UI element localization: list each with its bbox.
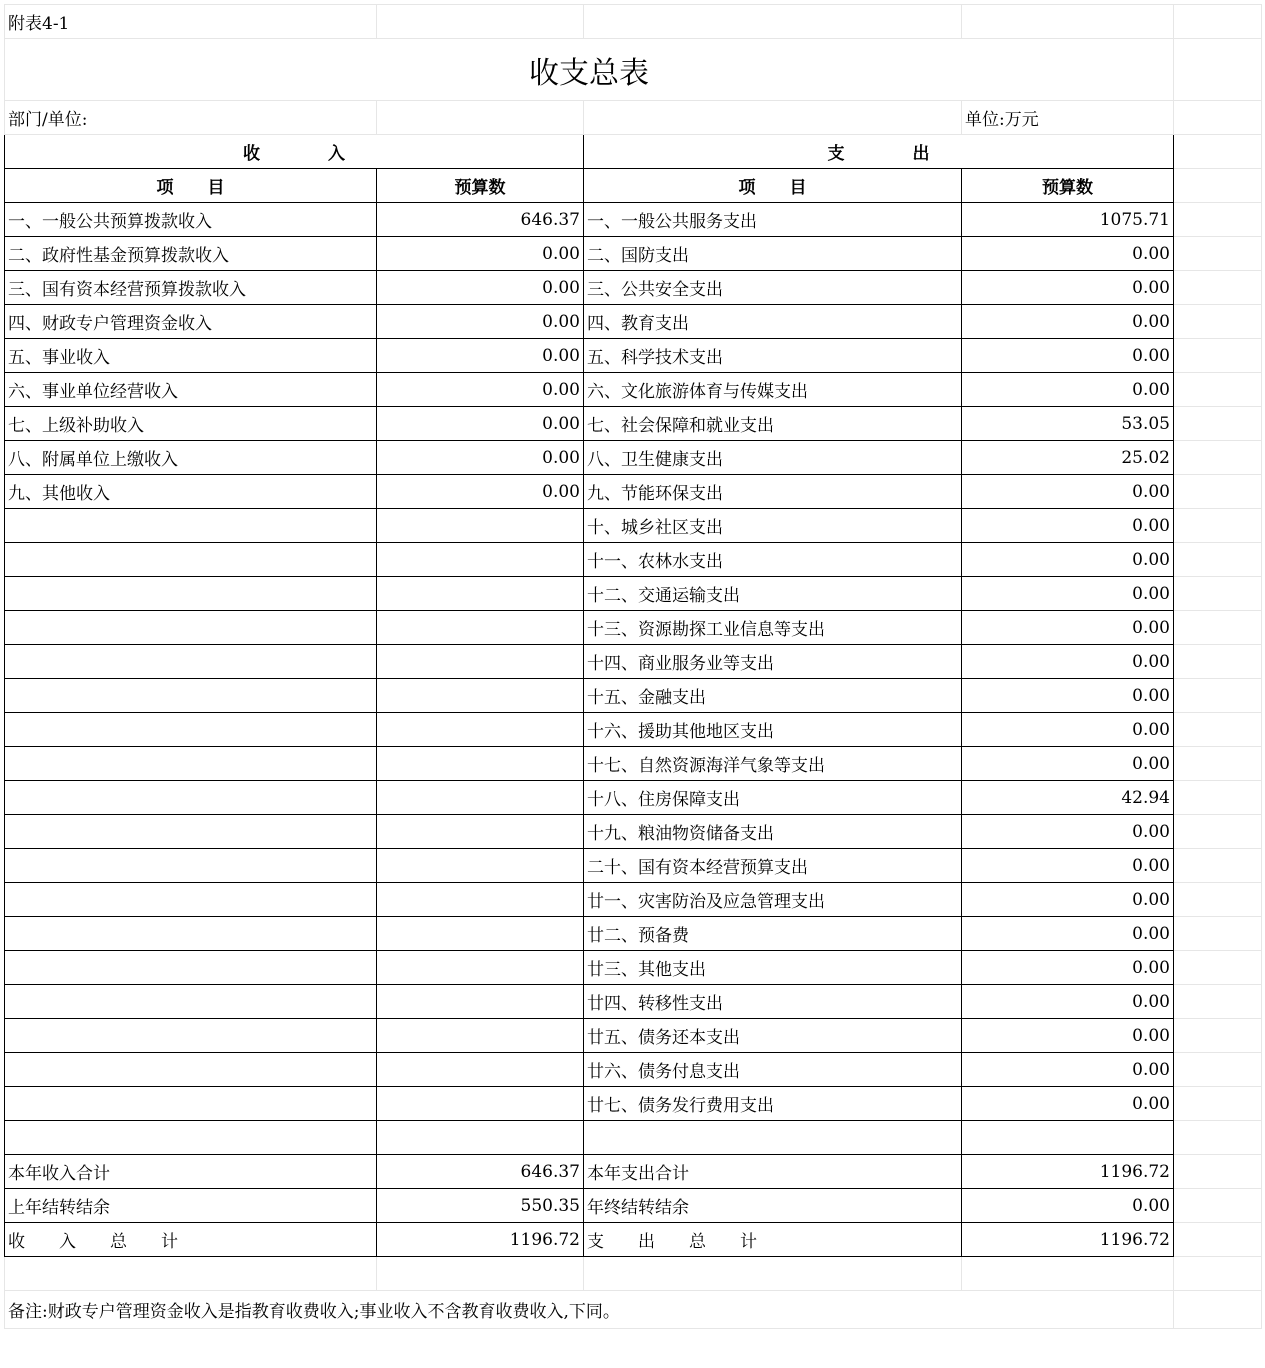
income-item-cell: 八、附属单位上缴收入 xyxy=(5,441,377,475)
income-budget-cell xyxy=(377,985,584,1019)
income-budget-cell: 646.37 xyxy=(377,203,584,237)
income-budget-cell xyxy=(377,1053,584,1087)
expense-item-cell: 七、社会保障和就业支出 xyxy=(584,407,962,441)
expense-budget-cell: 0.00 xyxy=(962,679,1174,713)
expense-item-cell: 一、一般公共服务支出 xyxy=(584,203,962,237)
expense-budget-cell: 0.00 xyxy=(962,577,1174,611)
expense-item-cell: 廿六、债务付息支出 xyxy=(584,1053,962,1087)
expense-budget-cell: 0.00 xyxy=(962,645,1174,679)
income-item-cell xyxy=(5,577,377,611)
income-item-cell xyxy=(5,883,377,917)
table-row xyxy=(5,237,1262,271)
expense-item-cell: 三、公共安全支出 xyxy=(584,271,962,305)
table-row xyxy=(5,1155,1262,1189)
income-budget-cell xyxy=(377,543,584,577)
expense-item-cell xyxy=(584,1121,962,1155)
income-budget-cell xyxy=(377,747,584,781)
expense-budget-cell: 0.00 xyxy=(962,509,1174,543)
income-item-cell: 本年收入合计 xyxy=(5,1155,377,1189)
table-row xyxy=(5,1019,1262,1053)
attachment-row xyxy=(5,5,1262,39)
expense-budget-cell: 0.00 xyxy=(962,611,1174,645)
income-item-cell: 三、国有资本经营预算拨款收入 xyxy=(5,271,377,305)
expense-budget-cell: 1075.71 xyxy=(962,203,1174,237)
income-item-cell xyxy=(5,543,377,577)
expense-item-cell: 十五、金融支出 xyxy=(584,679,962,713)
expense-item-cell: 十一、农林水支出 xyxy=(584,543,962,577)
expense-budget-cell: 0.00 xyxy=(962,1189,1174,1223)
income-budget-cell xyxy=(377,577,584,611)
income-budget-cell xyxy=(377,883,584,917)
expense-budget-cell: 0.00 xyxy=(962,339,1174,373)
expense-item-cell: 十四、商业服务业等支出 xyxy=(584,645,962,679)
income-item-cell xyxy=(5,611,377,645)
income-budget-cell xyxy=(377,781,584,815)
expense-item-cell: 廿一、灾害防治及应急管理支出 xyxy=(584,883,962,917)
unit-row xyxy=(5,101,1262,135)
income-item-cell xyxy=(5,985,377,1019)
table-row xyxy=(5,951,1262,985)
expense-item-cell: 本年支出合计 xyxy=(584,1155,962,1189)
income-budget-cell: 550.35 xyxy=(377,1189,584,1223)
expense-item-cell: 十八、住房保障支出 xyxy=(584,781,962,815)
table-row xyxy=(5,849,1262,883)
table-row xyxy=(5,747,1262,781)
income-item-cell: 收 入 总 计 xyxy=(5,1223,377,1257)
income-item-cell xyxy=(5,917,377,951)
income-budget-cell xyxy=(377,645,584,679)
income-budget-cell: 0.00 xyxy=(377,373,584,407)
income-budget-cell: 0.00 xyxy=(377,271,584,305)
income-budget-cell: 0.00 xyxy=(377,407,584,441)
income-budget-cell: 0.00 xyxy=(377,237,584,271)
table-row xyxy=(5,611,1262,645)
income-item-header: 项 目 xyxy=(5,169,377,203)
table-row xyxy=(5,781,1262,815)
spacer-row xyxy=(5,1257,1262,1291)
table-row xyxy=(5,1053,1262,1087)
table-row xyxy=(5,1223,1262,1257)
note-row xyxy=(5,1291,1262,1329)
expense-budget-cell: 0.00 xyxy=(962,1019,1174,1053)
table-row xyxy=(5,407,1262,441)
expense-budget-cell: 0.00 xyxy=(962,713,1174,747)
table-row xyxy=(5,985,1262,1019)
expense-item-cell: 廿七、债务发行费用支出 xyxy=(584,1087,962,1121)
expense-item-cell: 九、节能环保支出 xyxy=(584,475,962,509)
income-budget-cell: 0.00 xyxy=(377,339,584,373)
expense-budget-cell: 42.94 xyxy=(962,781,1174,815)
income-item-cell: 六、事业单位经营收入 xyxy=(5,373,377,407)
expense-item-cell: 十二、交通运输支出 xyxy=(584,577,962,611)
table-row xyxy=(5,1189,1262,1223)
title-row xyxy=(5,39,1262,101)
income-budget-cell xyxy=(377,713,584,747)
income-item-cell: 五、事业收入 xyxy=(5,339,377,373)
income-budget-cell xyxy=(377,849,584,883)
income-item-cell: 七、上级补助收入 xyxy=(5,407,377,441)
income-item-cell: 上年结转结余 xyxy=(5,1189,377,1223)
expense-item-cell: 十九、粮油物资储备支出 xyxy=(584,815,962,849)
budget-summary-table xyxy=(4,4,1262,1329)
expense-item-cell: 十七、自然资源海洋气象等支出 xyxy=(584,747,962,781)
expense-budget-cell: 53.05 xyxy=(962,407,1174,441)
expense-item-cell: 廿二、预备费 xyxy=(584,917,962,951)
expense-item-cell: 八、卫生健康支出 xyxy=(584,441,962,475)
income-item-cell xyxy=(5,815,377,849)
expense-budget-cell: 0.00 xyxy=(962,305,1174,339)
table-row xyxy=(5,679,1262,713)
income-item-cell xyxy=(5,645,377,679)
section-header-row xyxy=(5,135,1262,169)
income-budget-cell xyxy=(377,1019,584,1053)
expense-budget-cell: 0.00 xyxy=(962,1053,1174,1087)
income-item-cell: 四、财政专户管理资金收入 xyxy=(5,305,377,339)
table-row xyxy=(5,373,1262,407)
income-budget-cell xyxy=(377,1121,584,1155)
income-item-cell xyxy=(5,951,377,985)
expense-item-cell: 四、教育支出 xyxy=(584,305,962,339)
table-row xyxy=(5,509,1262,543)
income-budget-cell xyxy=(377,815,584,849)
income-item-cell: 一、一般公共预算拨款收入 xyxy=(5,203,377,237)
income-item-cell xyxy=(5,1087,377,1121)
table-row xyxy=(5,1121,1262,1155)
income-budget-cell xyxy=(377,509,584,543)
table-row xyxy=(5,441,1262,475)
table-row xyxy=(5,475,1262,509)
expense-budget-cell: 0.00 xyxy=(962,543,1174,577)
expense-item-cell: 廿四、转移性支出 xyxy=(584,985,962,1019)
income-item-cell xyxy=(5,1053,377,1087)
expense-item-cell: 支 出 总 计 xyxy=(584,1223,962,1257)
expense-item-cell: 年终结转结余 xyxy=(584,1189,962,1223)
income-budget-cell xyxy=(377,679,584,713)
income-budget-cell xyxy=(377,951,584,985)
expense-budget-cell: 0.00 xyxy=(962,747,1174,781)
income-budget-cell: 1196.72 xyxy=(377,1223,584,1257)
table-row xyxy=(5,339,1262,373)
expense-item-cell: 廿三、其他支出 xyxy=(584,951,962,985)
expense-item-header: 项 目 xyxy=(584,169,962,203)
table-row xyxy=(5,577,1262,611)
income-budget-cell xyxy=(377,1087,584,1121)
footnote: 备注:财政专户管理资金收入是指教育收费收入;事业收入不含教育收费收入,下同。 xyxy=(5,1291,1174,1329)
expense-item-cell: 六、文化旅游体育与传媒支出 xyxy=(584,373,962,407)
income-item-cell xyxy=(5,509,377,543)
expense-budget-cell: 0.00 xyxy=(962,373,1174,407)
income-item-cell xyxy=(5,713,377,747)
expense-budget-header: 预算数 xyxy=(962,169,1174,203)
column-header-row xyxy=(5,169,1262,203)
expense-budget-cell: 0.00 xyxy=(962,475,1174,509)
income-item-cell xyxy=(5,781,377,815)
expense-budget-cell: 0.00 xyxy=(962,917,1174,951)
unit-label: 单位:万元 xyxy=(962,101,1174,135)
income-budget-cell: 646.37 xyxy=(377,1155,584,1189)
table-row xyxy=(5,1087,1262,1121)
expense-budget-cell: 0.00 xyxy=(962,985,1174,1019)
expense-budget-cell xyxy=(962,1121,1174,1155)
expense-item-cell: 五、科学技术支出 xyxy=(584,339,962,373)
income-item-cell xyxy=(5,679,377,713)
expense-budget-cell: 0.00 xyxy=(962,271,1174,305)
expense-budget-cell: 0.00 xyxy=(962,951,1174,985)
table-row xyxy=(5,305,1262,339)
expense-budget-cell: 0.00 xyxy=(962,883,1174,917)
expense-item-cell: 二、国防支出 xyxy=(584,237,962,271)
expense-budget-cell: 25.02 xyxy=(962,441,1174,475)
expense-budget-cell: 0.00 xyxy=(962,815,1174,849)
table-row xyxy=(5,917,1262,951)
expense-header: 支 出 xyxy=(584,135,1174,169)
table-row xyxy=(5,713,1262,747)
income-budget-cell xyxy=(377,611,584,645)
expense-item-cell: 十三、资源勘探工业信息等支出 xyxy=(584,611,962,645)
income-budget-cell: 0.00 xyxy=(377,441,584,475)
income-item-cell xyxy=(5,747,377,781)
income-budget-cell: 0.00 xyxy=(377,305,584,339)
expense-budget-cell: 0.00 xyxy=(962,849,1174,883)
expense-item-cell: 十、城乡社区支出 xyxy=(584,509,962,543)
income-budget-cell: 0.00 xyxy=(377,475,584,509)
expense-item-cell: 十六、援助其他地区支出 xyxy=(584,713,962,747)
income-item-cell xyxy=(5,849,377,883)
income-budget-cell xyxy=(377,917,584,951)
table-row xyxy=(5,203,1262,237)
attachment-label: 附表4-1 xyxy=(5,5,377,39)
dept-label: 部门/单位: xyxy=(5,101,377,135)
page-title: 收支总表 xyxy=(5,39,1174,101)
table-row xyxy=(5,543,1262,577)
table-row xyxy=(5,815,1262,849)
income-budget-header: 预算数 xyxy=(377,169,584,203)
expense-budget-cell: 0.00 xyxy=(962,237,1174,271)
expense-item-cell: 廿五、债务还本支出 xyxy=(584,1019,962,1053)
expense-budget-cell: 1196.72 xyxy=(962,1223,1174,1257)
income-item-cell xyxy=(5,1121,377,1155)
table-row xyxy=(5,271,1262,305)
table-row xyxy=(5,645,1262,679)
table-row xyxy=(5,883,1262,917)
expense-budget-cell: 0.00 xyxy=(962,1087,1174,1121)
income-item-cell xyxy=(5,1019,377,1053)
expense-budget-cell: 1196.72 xyxy=(962,1155,1174,1189)
income-item-cell: 二、政府性基金预算拨款收入 xyxy=(5,237,377,271)
expense-item-cell: 二十、国有资本经营预算支出 xyxy=(584,849,962,883)
income-header: 收 入 xyxy=(5,135,584,169)
income-item-cell: 九、其他收入 xyxy=(5,475,377,509)
